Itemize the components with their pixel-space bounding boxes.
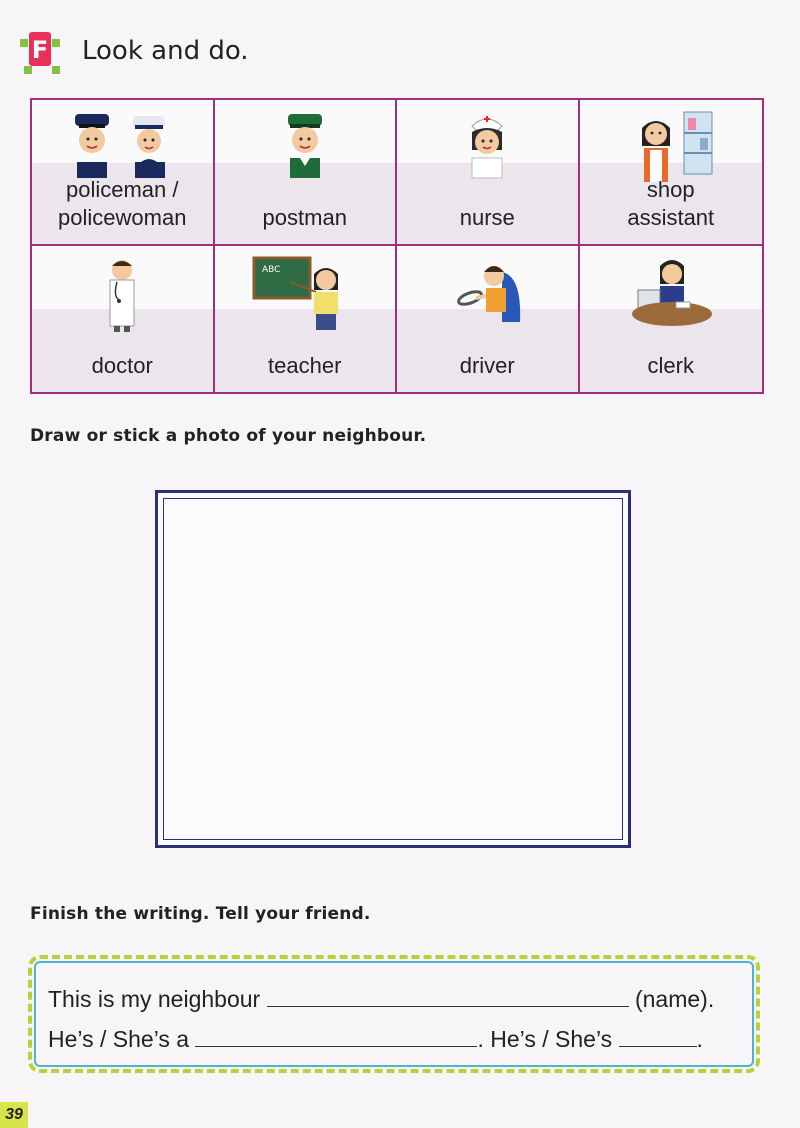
line1-prefix: This is my neighbour xyxy=(48,986,261,1012)
job-label: doctor xyxy=(91,353,153,378)
police-icon xyxy=(67,106,177,186)
writing-box xyxy=(28,955,760,1073)
job-label: teacher xyxy=(268,353,342,378)
job-cell-teacher xyxy=(215,246,398,392)
nurse-icon xyxy=(432,106,542,186)
svg-text:F: F xyxy=(31,36,49,64)
driver-icon xyxy=(432,252,542,332)
job-label: clerk xyxy=(647,353,694,378)
job-cell-driver xyxy=(397,246,580,392)
job-cell-policeman xyxy=(32,100,215,246)
svg-text:ABC: ABC xyxy=(261,265,281,275)
job-cell-nurse xyxy=(397,100,580,246)
line1-suffix: (name). xyxy=(634,986,715,1012)
postman-icon xyxy=(250,106,360,186)
job-cell-postman xyxy=(215,100,398,246)
job-cell-clerk xyxy=(580,246,763,392)
teacher-icon xyxy=(250,252,360,332)
line2-prefix: He’s / She’s a xyxy=(48,1026,190,1052)
name-blank[interactable] xyxy=(267,984,629,1007)
job-label: driver xyxy=(459,353,515,378)
line2-end: . xyxy=(696,1026,703,1052)
job-label: nurse xyxy=(459,205,515,230)
job-cell-shop-assistant xyxy=(580,100,763,246)
job-blank[interactable] xyxy=(195,1024,477,1047)
photo-frame[interactable] xyxy=(155,490,631,848)
job-label: policeman / policewoman xyxy=(58,177,187,230)
shop-assistant-icon xyxy=(616,106,726,186)
job-cell-doctor xyxy=(32,246,215,392)
page-number: 39 xyxy=(0,1102,28,1128)
clerk-icon xyxy=(616,252,726,332)
writing-line-2 xyxy=(48,1024,703,1053)
doctor-icon xyxy=(67,252,177,332)
job-label: shop assistant xyxy=(627,177,715,230)
description-blank[interactable] xyxy=(619,1024,697,1047)
jobs-table xyxy=(30,98,764,394)
line2-middle: . He’s / She’s xyxy=(477,1026,613,1052)
section-badge-icon xyxy=(20,30,60,76)
finish-instruction: Finish the writing. Tell your friend. xyxy=(30,904,371,924)
exercise-title: Look and do. xyxy=(82,36,249,66)
photo-frame-inner xyxy=(163,498,623,840)
job-label: postman xyxy=(262,205,347,230)
writing-line-1 xyxy=(48,984,714,1013)
draw-instruction: Draw or stick a photo of your neighbour. xyxy=(30,426,427,446)
